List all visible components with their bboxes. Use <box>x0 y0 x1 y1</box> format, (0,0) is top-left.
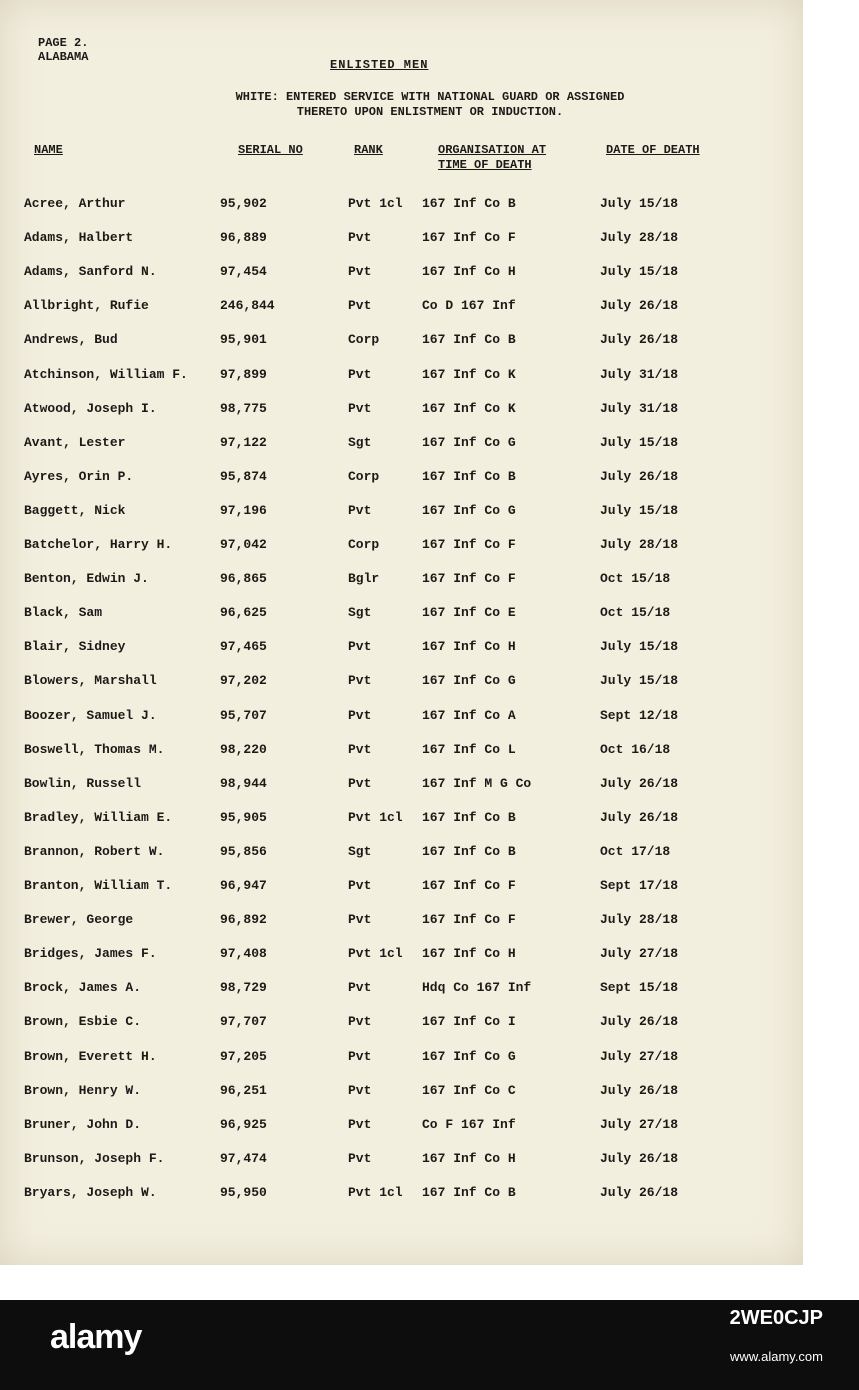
name-cell: Atwood, Joseph I. <box>24 400 157 416</box>
name-cell: Black, Sam <box>24 605 103 621</box>
organisation-cell: 167 Inf Co B <box>422 1184 516 1200</box>
date-cell: July 15/18 <box>600 502 679 518</box>
org-header-line-1: ORGANISATION AT <box>438 143 547 157</box>
organisation-cell: 167 Inf Co A <box>422 707 516 723</box>
page-header <box>38 36 88 64</box>
organisation-cell: 167 Inf Co B <box>422 468 516 484</box>
table-row <box>0 742 803 776</box>
serial-cell: 95,905 <box>220 809 267 825</box>
rank-cell: Pvt <box>348 775 372 791</box>
date-cell: July 31/18 <box>600 400 679 416</box>
organisation-cell: 167 Inf Co F <box>422 230 516 246</box>
date-cell: July 28/18 <box>600 537 679 552</box>
rank-cell: Pvt <box>348 707 372 723</box>
name-cell: Ayres, Orin P. <box>24 468 134 484</box>
state-name: ALABAMA <box>38 50 89 64</box>
organisation-cell: 167 Inf Co H <box>422 264 516 280</box>
name-cell: Acree, Arthur <box>24 196 126 211</box>
date-cell: July 15/18 <box>600 434 679 450</box>
organisation-cell: 167 Inf M G Co <box>422 775 532 791</box>
rank-cell: Pvt <box>348 1048 372 1064</box>
rank-cell: Sgt <box>348 843 372 859</box>
rank-cell: Pvt <box>348 400 372 416</box>
rank-cell: Pvt <box>348 673 372 689</box>
rank-cell: Pvt 1cl <box>348 809 403 825</box>
name-cell: Brunson, Joseph F. <box>24 1150 165 1166</box>
organisation-cell: 167 Inf Co G <box>422 1048 516 1064</box>
name-cell: Baggett, Nick <box>24 502 126 518</box>
table-row <box>0 469 803 503</box>
table-row <box>0 367 803 401</box>
serial-cell: 96,889 <box>220 230 267 246</box>
organisation-cell: 167 Inf Co I <box>422 1014 516 1030</box>
serial-cell: 97,408 <box>220 946 267 962</box>
serial-cell: 97,042 <box>220 537 267 552</box>
rank-cell: Pvt <box>348 1150 372 1166</box>
table-row <box>0 605 803 639</box>
rank-cell: Pvt <box>348 878 372 893</box>
rank-cell: Pvt <box>348 1116 372 1132</box>
rank-cell: Pvt <box>348 502 372 518</box>
name-cell: Brock, James A. <box>24 980 142 996</box>
table-row <box>0 435 803 469</box>
rank-cell: Pvt <box>348 639 372 655</box>
organisation-cell: 167 Inf Co E <box>422 605 516 621</box>
serial-cell: 96,892 <box>220 912 267 928</box>
table-row <box>0 1049 803 1083</box>
serial-cell: 96,865 <box>220 571 267 587</box>
rank-cell: Pvt <box>348 741 372 757</box>
name-cell: Bryars, Joseph W. <box>24 1184 157 1200</box>
organisation-cell: 167 Inf Co B <box>422 843 516 859</box>
serial-cell: 96,251 <box>220 1082 267 1098</box>
date-cell: Oct 15/18 <box>600 571 671 587</box>
name-cell: Allbright, Rufie <box>24 298 149 314</box>
table-row <box>0 1083 803 1117</box>
rank-cell: Sgt <box>348 605 372 621</box>
organisation-cell: 167 Inf Co K <box>422 400 516 416</box>
serial-cell: 98,775 <box>220 400 267 416</box>
serial-cell: 95,901 <box>220 332 267 348</box>
organisation-cell: Co F 167 Inf <box>422 1116 516 1132</box>
serial-cell: 98,729 <box>220 980 267 996</box>
date-cell: July 26/18 <box>600 298 679 314</box>
page-number: PAGE 2. <box>38 36 89 50</box>
name-cell: Bruner, John D. <box>24 1116 142 1132</box>
organisation-cell: 167 Inf Co G <box>422 434 516 450</box>
serial-cell: 96,625 <box>220 605 267 621</box>
name-cell: Avant, Lester <box>24 434 126 450</box>
name-cell: Batchelor, Harry H. <box>24 537 173 552</box>
date-cell: Sept 15/18 <box>600 980 679 996</box>
rank-cell: Pvt <box>348 1014 372 1030</box>
table-row <box>0 503 803 537</box>
rank-cell: Pvt 1cl <box>348 196 403 211</box>
serial-cell: 97,474 <box>220 1150 267 1166</box>
document-subtitle <box>160 90 700 120</box>
organisation-cell: 167 Inf Co B <box>422 332 516 348</box>
site-url: www.alamy.com <box>730 1349 823 1364</box>
name-cell: Blair, Sidney <box>24 639 126 655</box>
table-row <box>0 1117 803 1151</box>
org-header-line-2: TIME OF DEATH <box>438 158 532 172</box>
organisation-cell: Co D 167 Inf <box>422 298 516 314</box>
name-cell: Boozer, Samuel J. <box>24 707 157 723</box>
rank-cell: Pvt <box>348 1082 372 1098</box>
serial-cell: 97,899 <box>220 366 267 382</box>
scan-margin <box>803 0 859 1265</box>
rank-cell: Bglr <box>348 571 380 587</box>
date-cell: Oct 15/18 <box>600 605 671 621</box>
date-cell: Sept 17/18 <box>600 878 679 893</box>
name-cell: Brown, Everett H. <box>24 1048 157 1064</box>
table-row <box>0 878 803 912</box>
table-row <box>0 1185 803 1219</box>
date-cell: July 27/18 <box>600 1116 679 1132</box>
name-cell: Atchinson, William F. <box>24 366 188 382</box>
rank-cell: Pvt 1cl <box>348 946 403 962</box>
name-cell: Andrews, Bud <box>24 332 118 348</box>
date-cell: July 26/18 <box>600 332 679 348</box>
column-header-rank: RANK <box>354 143 383 157</box>
table-row <box>0 673 803 707</box>
table-row <box>0 980 803 1014</box>
table-row <box>0 401 803 435</box>
serial-cell: 246,844 <box>220 298 275 314</box>
organisation-cell: 167 Inf Co H <box>422 946 516 962</box>
date-cell: July 26/18 <box>600 1150 679 1166</box>
serial-cell: 95,950 <box>220 1184 267 1200</box>
date-cell: July 26/18 <box>600 775 679 791</box>
table-row <box>0 844 803 878</box>
organisation-cell: 167 Inf Co K <box>422 366 516 382</box>
name-cell: Adams, Sanford N. <box>24 264 157 280</box>
date-cell: July 31/18 <box>600 366 679 382</box>
serial-cell: 95,902 <box>220 196 267 211</box>
table-row <box>0 537 803 571</box>
rank-cell: Pvt <box>348 980 372 996</box>
organisation-cell: 167 Inf Co F <box>422 537 516 552</box>
table-row <box>0 196 803 230</box>
serial-cell: 97,205 <box>220 1048 267 1064</box>
table-row <box>0 810 803 844</box>
organisation-cell: 167 Inf Co H <box>422 1150 516 1166</box>
rank-cell: Sgt <box>348 434 372 450</box>
name-cell: Bradley, William E. <box>24 809 173 825</box>
name-cell: Adams, Halbert <box>24 230 134 246</box>
organisation-cell: 167 Inf Co C <box>422 1082 516 1098</box>
serial-cell: 97,196 <box>220 502 267 518</box>
organisation-cell: 167 Inf Co L <box>422 741 516 757</box>
document-title: ENLISTED MEN <box>330 58 429 72</box>
subtitle-line-2: THERETO UPON ENLISTMENT OR INDUCTION. <box>296 105 564 119</box>
image-id: 2WE0CJP <box>729 1307 823 1329</box>
serial-cell: 97,454 <box>220 264 267 280</box>
date-cell: July 15/18 <box>600 196 679 211</box>
table-row <box>0 1014 803 1048</box>
date-cell: Oct 17/18 <box>600 843 671 859</box>
name-cell: Bridges, James F. <box>24 946 157 962</box>
date-cell: July 15/18 <box>600 673 679 689</box>
date-cell: Oct 16/18 <box>600 741 671 757</box>
date-cell: July 26/18 <box>600 1184 679 1200</box>
date-cell: July 26/18 <box>600 809 679 825</box>
organisation-cell: Hdq Co 167 Inf <box>422 980 532 996</box>
rank-cell: Pvt <box>348 264 372 280</box>
serial-cell: 98,220 <box>220 741 267 757</box>
organisation-cell: 167 Inf Co H <box>422 639 516 655</box>
table-row <box>0 708 803 742</box>
date-cell: July 27/18 <box>600 1048 679 1064</box>
serial-cell: 96,947 <box>220 878 267 893</box>
table-row <box>0 912 803 946</box>
rank-cell: Pvt <box>348 912 372 928</box>
serial-cell: 95,856 <box>220 843 267 859</box>
name-cell: Bowlin, Russell <box>24 775 142 791</box>
serial-cell: 95,874 <box>220 468 267 484</box>
serial-cell: 98,944 <box>220 775 267 791</box>
name-cell: Brannon, Robert W. <box>24 843 165 859</box>
name-cell: Boswell, Thomas M. <box>24 741 165 757</box>
subtitle-line-1: WHITE: ENTERED SERVICE WITH NATIONAL GUARD OR ASSIGNED <box>235 90 625 104</box>
name-cell: Branton, William T. <box>24 878 173 893</box>
organisation-cell: 167 Inf Co G <box>422 673 516 689</box>
table-row <box>0 571 803 605</box>
column-header-date: DATE OF DEATH <box>606 143 700 157</box>
organisation-cell: 167 Inf Co G <box>422 502 516 518</box>
name-cell: Blowers, Marshall <box>24 673 157 689</box>
serial-cell: 97,707 <box>220 1014 267 1030</box>
serial-cell: 97,122 <box>220 434 267 450</box>
date-cell: July 15/18 <box>600 639 679 655</box>
column-header-name: NAME <box>34 143 63 157</box>
organisation-cell: 167 Inf Co B <box>422 809 516 825</box>
serial-cell: 95,707 <box>220 707 267 723</box>
name-cell: Brown, Henry W. <box>24 1082 142 1098</box>
date-cell: July 26/18 <box>600 1014 679 1030</box>
table-row <box>0 639 803 673</box>
date-cell: July 15/18 <box>600 264 679 280</box>
date-cell: July 27/18 <box>600 946 679 962</box>
column-header-organisation <box>438 143 546 173</box>
organisation-cell: 167 Inf Co F <box>422 571 516 587</box>
organisation-cell: 167 Inf Co F <box>422 912 516 928</box>
table-row <box>0 1151 803 1185</box>
name-cell: Brewer, George <box>24 912 134 928</box>
rank-cell: Corp <box>348 332 380 348</box>
rank-cell: Pvt <box>348 366 372 382</box>
date-cell: July 28/18 <box>600 912 679 928</box>
table-row <box>0 332 803 366</box>
rank-cell: Corp <box>348 468 380 484</box>
name-cell: Brown, Esbie C. <box>24 1014 142 1030</box>
name-cell: Benton, Edwin J. <box>24 571 149 587</box>
serial-cell: 97,465 <box>220 639 267 655</box>
brand-logo: alamy <box>50 1318 142 1356</box>
rank-cell: Pvt <box>348 298 372 314</box>
table-row <box>0 946 803 980</box>
rank-cell: Corp <box>348 537 380 552</box>
table-row <box>0 230 803 264</box>
date-cell: July 26/18 <box>600 1082 679 1098</box>
organisation-cell: 167 Inf Co B <box>422 196 516 211</box>
rank-cell: Pvt <box>348 230 372 246</box>
table-row <box>0 298 803 332</box>
table-row <box>0 776 803 810</box>
date-cell: Sept 12/18 <box>600 707 679 723</box>
column-header-serial: SERIAL NO <box>238 143 303 157</box>
date-cell: July 28/18 <box>600 230 679 246</box>
serial-cell: 97,202 <box>220 673 267 689</box>
table-row <box>0 264 803 298</box>
rank-cell: Pvt 1cl <box>348 1184 403 1200</box>
date-cell: July 26/18 <box>600 468 679 484</box>
serial-cell: 96,925 <box>220 1116 267 1132</box>
organisation-cell: 167 Inf Co F <box>422 878 516 893</box>
